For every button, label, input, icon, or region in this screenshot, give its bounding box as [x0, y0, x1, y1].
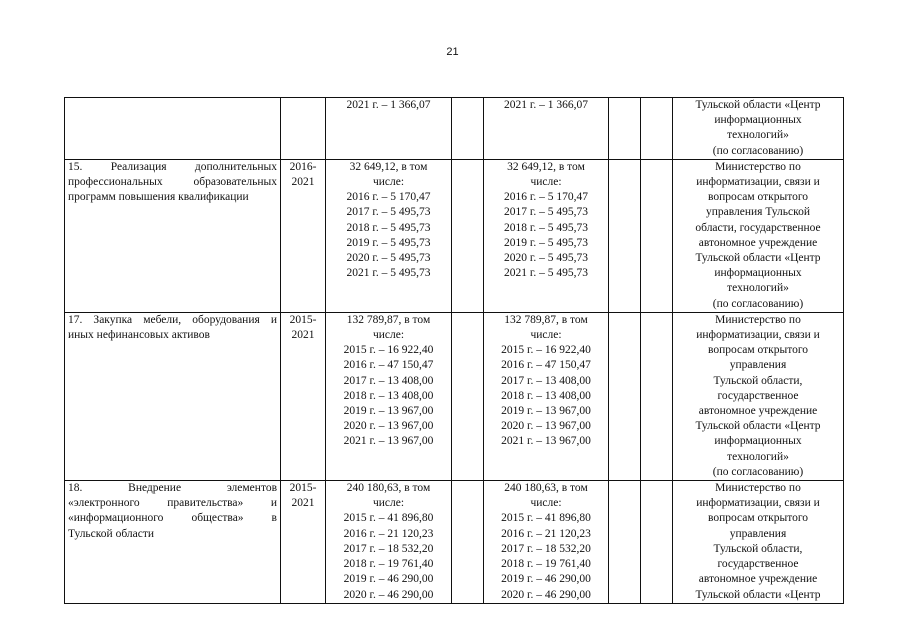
- funding-regional-cell-line: 2020 г. – 46 290,00: [501, 588, 591, 601]
- empty-cell: [609, 312, 641, 480]
- executor-cell-line: технологий»: [727, 129, 789, 142]
- funding-regional-cell-line: 2019 г. – 46 290,00: [501, 573, 591, 586]
- funding-total-cell-line: 2019 г. – 46 290,00: [343, 573, 434, 586]
- executor-cell-line: управления Тульской: [705, 206, 811, 219]
- executor-cell-line: Министерство по: [715, 482, 801, 495]
- executor-cell-line: технологий»: [727, 282, 789, 295]
- executor-cell-line: государственное: [717, 389, 799, 402]
- event-name-cell-line: иных нефинансовых активов: [68, 329, 210, 342]
- funding-regional-cell-line: 2019 г. – 13 967,00: [501, 405, 591, 418]
- funding-total-cell-line: 2018 г. – 5 495,73: [346, 221, 431, 234]
- empty-cell: [641, 98, 673, 160]
- funding-total-cell-line: 2016 г. – 21 120,23: [343, 527, 434, 540]
- funding-total-cell-line: 240 180,63, в том: [346, 482, 431, 495]
- table-row: [65, 481, 844, 604]
- executor-cell: [673, 312, 844, 480]
- period-cell-line: 2021: [291, 176, 315, 189]
- event-name-cell-line: профессиональных образовательных: [68, 176, 277, 189]
- event-name-cell: [65, 481, 281, 604]
- executor-cell-line: Тульской области «Центр: [695, 420, 821, 433]
- empty-cell: [452, 159, 484, 312]
- funding-regional-cell-line: 2016 г. – 21 120,23: [501, 527, 591, 540]
- event-name-cell-line: 17. Закупка мебели, оборудования и: [68, 313, 277, 326]
- executor-cell-line: Тульской области,: [713, 542, 803, 555]
- funding-regional-cell-line: 2015 г. – 41 896,80: [501, 512, 591, 525]
- funding-regional-cell: [484, 481, 609, 604]
- funding-regional-cell-line: 2017 г. – 5 495,73: [504, 206, 588, 219]
- funding-total-cell: [326, 98, 452, 160]
- funding-total-cell-line: 132 789,87, в том: [346, 313, 431, 326]
- funding-regional-cell-line: 2021 г. – 1 366,07: [504, 99, 588, 111]
- funding-total-cell-line: 32 649,12, в том: [349, 160, 428, 173]
- executor-cell-line: Тульской области «Центр: [695, 588, 821, 601]
- funding-regional-cell-line: 132 789,87, в том: [504, 313, 588, 326]
- table-body: [65, 98, 844, 604]
- executor-cell-line: (по согласованию): [712, 297, 804, 310]
- executor-cell-line: (по согласованию): [712, 144, 804, 157]
- page-number: 21: [446, 46, 459, 58]
- table-row: [65, 159, 844, 312]
- funding-regional-cell-line: 2021 г. – 13 967,00: [501, 435, 591, 448]
- executor-cell-line: автономное учреждение: [698, 405, 818, 418]
- funding-total-cell-line: 2018 г. – 19 761,40: [343, 558, 434, 571]
- empty-cell: [609, 159, 641, 312]
- event-name-cell-line: 15. Реализация дополнительных: [68, 160, 277, 173]
- executor-cell-line: области, государственное: [695, 221, 821, 234]
- empty-cell: [641, 481, 673, 604]
- funding-regional-cell-line: числе:: [530, 497, 562, 510]
- period-cell-line: 2015-: [289, 482, 317, 495]
- executor-cell-line: Министерство по: [715, 313, 801, 326]
- funding-total-cell-line: числе:: [372, 497, 405, 510]
- empty-cell: [641, 159, 673, 312]
- executor-cell-line: Тульской области «Центр: [695, 99, 821, 111]
- period-cell-line: 2015-: [289, 313, 317, 326]
- funding-total-cell-line: 2021 г. – 1 366,07: [346, 99, 431, 111]
- funding-regional-cell: [484, 159, 609, 312]
- event-name-cell-line: программ повышения квалификации: [68, 191, 249, 204]
- funding-total-cell-line: 2021 г. – 13 967,00: [343, 435, 434, 448]
- funding-regional-cell-line: 2017 г. – 18 532,20: [501, 542, 591, 555]
- executor-cell-line: вопросам открытого: [707, 512, 809, 525]
- executor-cell-line: автономное учреждение: [698, 573, 818, 586]
- event-name-cell: [65, 312, 281, 480]
- funding-total-cell-line: 2015 г. – 41 896,80: [343, 512, 434, 525]
- period-cell: [281, 98, 326, 160]
- funding-regional-cell-line: 2016 г. – 5 170,47: [504, 191, 588, 204]
- funding-total-cell-line: 2021 г. – 5 495,73: [346, 267, 431, 280]
- event-name-cell-line: «информационного общества» в: [68, 512, 277, 525]
- executor-cell-line: управления: [729, 527, 787, 540]
- empty-cell: [452, 481, 484, 604]
- funding-total-cell-line: 2017 г. – 18 532,20: [343, 542, 434, 555]
- funding-regional-cell-line: 2021 г. – 5 495,73: [504, 267, 588, 280]
- period-cell: [281, 159, 326, 312]
- period-cell: [281, 312, 326, 480]
- table-row: [65, 312, 844, 480]
- empty-cell: [609, 98, 641, 160]
- funding-total-cell: [326, 481, 452, 604]
- executor-cell-line: информационных: [714, 267, 802, 280]
- funding-regional-cell-line: 2017 г. – 13 408,00: [501, 374, 591, 387]
- event-name-cell-line: Тульской области: [68, 527, 155, 540]
- executor-cell-line: информатизации, связи и: [696, 329, 820, 342]
- funding-regional-cell-line: 2018 г. – 19 761,40: [501, 558, 591, 571]
- executor-cell-line: информатизации, связи и: [696, 497, 820, 510]
- funding-total-cell-line: 2018 г. – 13 408,00: [343, 389, 434, 402]
- funding-total-cell-line: числе:: [372, 176, 405, 189]
- program-table: [64, 97, 844, 604]
- funding-total-cell-line: 2016 г. – 5 170,47: [346, 191, 431, 204]
- funding-regional-cell-line: 2016 г. – 47 150,47: [501, 359, 591, 372]
- executor-cell-line: управления: [729, 359, 787, 372]
- funding-regional-cell-line: 2015 г. – 16 922,40: [501, 344, 591, 357]
- empty-cell: [641, 312, 673, 480]
- funding-total-cell-line: 2015 г. – 16 922,40: [343, 344, 434, 357]
- funding-total-cell: [326, 159, 452, 312]
- funding-regional-cell-line: 2020 г. – 5 495,73: [504, 252, 588, 265]
- event-name-cell-line: «электронного правительства» и: [68, 497, 277, 510]
- executor-cell-line: вопросам открытого: [707, 344, 809, 357]
- funding-total-cell-line: 2020 г. – 13 967,00: [343, 420, 434, 433]
- funding-total-cell-line: 2017 г. – 13 408,00: [343, 374, 434, 387]
- executor-cell-line: государственное: [717, 558, 799, 571]
- funding-regional-cell: [484, 312, 609, 480]
- period-cell-line: 2016-: [289, 160, 317, 173]
- empty-cell: [452, 312, 484, 480]
- period-cell-line: 2021: [291, 329, 315, 342]
- event-name-cell: [65, 98, 281, 160]
- executor-cell-line: (по согласованию): [712, 465, 804, 478]
- funding-total-cell-line: 2017 г. – 5 495,73: [346, 206, 431, 219]
- funding-total-cell: [326, 312, 452, 480]
- funding-total-cell-line: 2020 г. – 46 290,00: [343, 588, 434, 601]
- executor-cell: [673, 159, 844, 312]
- funding-total-cell-line: 2019 г. – 5 495,73: [346, 236, 431, 249]
- funding-regional-cell-line: числе:: [530, 176, 562, 189]
- executor-cell-line: Тульской области,: [713, 374, 803, 387]
- executor-cell-line: технологий»: [727, 450, 789, 463]
- period-cell: [281, 481, 326, 604]
- event-name-cell: [65, 159, 281, 312]
- funding-regional-cell-line: 240 180,63, в том: [504, 482, 588, 495]
- executor-cell-line: Министерство по: [715, 160, 801, 173]
- funding-regional-cell: [484, 98, 609, 160]
- executor-cell-line: информационных: [714, 435, 802, 448]
- executor-cell-line: автономное учреждение: [698, 236, 818, 249]
- executor-cell-line: информатизации, связи и: [696, 176, 820, 189]
- funding-regional-cell-line: 2018 г. – 5 495,73: [504, 221, 588, 234]
- table-row: [65, 98, 844, 160]
- empty-cell: [609, 481, 641, 604]
- funding-regional-cell-line: числе:: [530, 329, 562, 342]
- funding-regional-cell-line: 32 649,12, в том: [507, 160, 585, 173]
- funding-total-cell-line: 2019 г. – 13 967,00: [343, 405, 434, 418]
- funding-total-cell-line: числе:: [372, 329, 405, 342]
- period-cell-line: 2021: [291, 497, 315, 510]
- executor-cell: [673, 481, 844, 604]
- funding-total-cell-line: 2016 г. – 47 150,47: [343, 359, 434, 372]
- executor-cell-line: вопросам открытого: [707, 191, 809, 204]
- funding-total-cell-line: 2020 г. – 5 495,73: [346, 252, 431, 265]
- funding-regional-cell-line: 2018 г. – 13 408,00: [501, 389, 591, 402]
- executor-cell: [673, 98, 844, 160]
- empty-cell: [452, 98, 484, 160]
- executor-cell-line: Тульской области «Центр: [695, 252, 821, 265]
- funding-regional-cell-line: 2019 г. – 5 495,73: [504, 236, 588, 249]
- event-name-cell-line: 18. Внедрение элементов: [68, 482, 277, 495]
- funding-regional-cell-line: 2020 г. – 13 967,00: [501, 420, 591, 433]
- executor-cell-line: информационных: [714, 114, 802, 127]
